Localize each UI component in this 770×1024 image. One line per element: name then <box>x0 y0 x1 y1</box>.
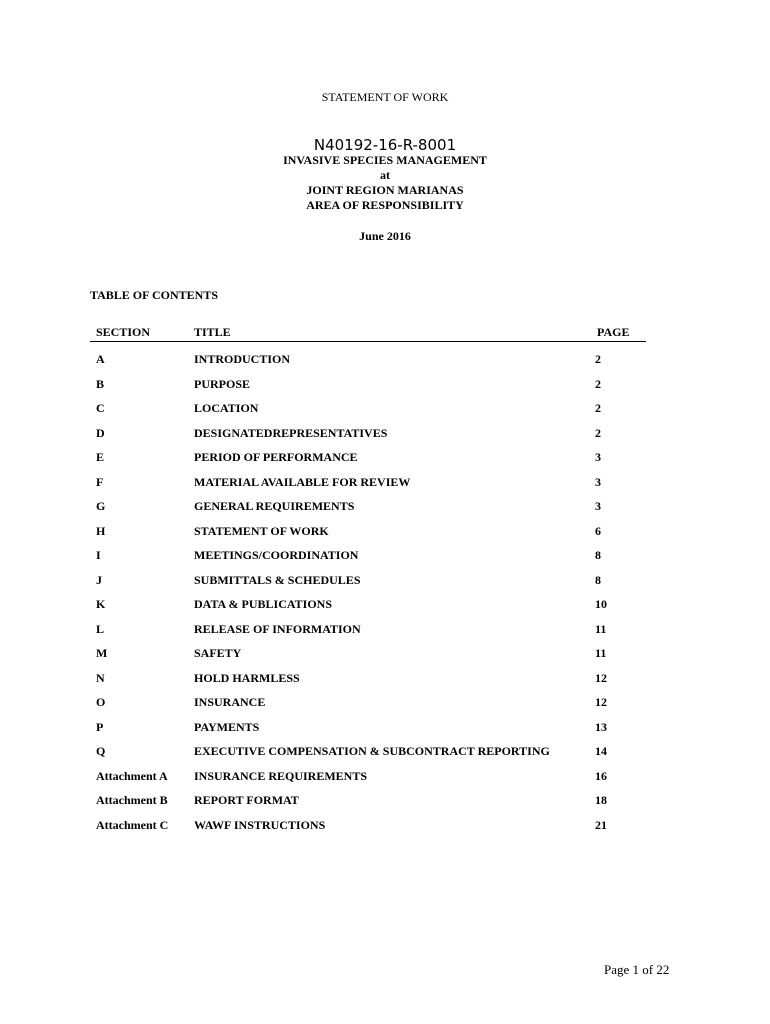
toc-row <box>0 475 770 495</box>
toc-page: 2 <box>595 425 601 440</box>
toc-column-page: PAGE <box>597 325 630 339</box>
toc-row <box>0 426 770 446</box>
toc-row <box>0 744 770 764</box>
toc-title: HOLD HARMLESS <box>194 670 300 685</box>
toc-section: C <box>96 401 105 415</box>
toc-page: 11 <box>595 621 607 636</box>
toc-section: J <box>96 572 102 587</box>
toc-section: Attachment A <box>96 768 168 783</box>
toc-row <box>0 352 770 372</box>
toc-title: REPORT FORMAT <box>194 793 299 807</box>
toc-title: PERIOD OF PERFORMANCE <box>194 450 358 464</box>
toc-row <box>0 646 770 666</box>
toc-page: 3 <box>595 450 601 464</box>
toc-row <box>0 720 770 740</box>
subtitle-line: AREA OF RESPONSIBILITY <box>306 198 464 212</box>
subtitle-line: at <box>380 168 390 182</box>
toc-title: MATERIAL AVAILABLE FOR REVIEW <box>194 474 411 489</box>
toc-section: L <box>96 621 105 636</box>
toc-row <box>0 671 770 691</box>
toc-title: SAFETY <box>194 646 242 660</box>
toc-column-title: TITLE <box>194 325 231 339</box>
toc-section: D <box>96 425 105 440</box>
toc-title: GENERAL REQUIREMENTS <box>194 499 355 513</box>
toc-title: DESIGNATEDREPRESENTATIVES <box>194 425 388 440</box>
toc-row <box>0 548 770 568</box>
toc-page: 3 <box>595 474 601 489</box>
toc-row <box>0 597 770 617</box>
toc-section: P <box>96 719 104 734</box>
toc-page: 13 <box>595 719 607 734</box>
toc-page: 10 <box>595 597 607 611</box>
subtitle-line: JOINT REGION MARIANAS <box>306 183 464 197</box>
toc-title: EXECUTIVE COMPENSATION & SUBCONTRACT REPORTING <box>194 744 550 758</box>
toc-row <box>0 524 770 544</box>
toc-section: H <box>96 523 106 538</box>
toc-page: 18 <box>595 793 607 807</box>
toc-section: I <box>96 548 101 562</box>
toc-section: O <box>96 695 106 709</box>
toc-section: B <box>96 376 105 391</box>
toc-row <box>0 793 770 813</box>
toc-section: E <box>96 450 105 464</box>
toc-row <box>0 377 770 397</box>
toc-row <box>0 818 770 838</box>
toc-page: 2 <box>595 401 601 415</box>
toc-column-section: SECTION <box>96 325 151 339</box>
toc-title: STATEMENT OF WORK <box>194 523 329 538</box>
toc-section: Attachment B <box>96 793 168 807</box>
document-label: STATEMENT OF WORK <box>321 90 449 104</box>
toc-page: 11 <box>595 646 607 660</box>
toc-title: INTRODUCTION <box>194 352 291 366</box>
toc-row <box>0 499 770 519</box>
toc-title: WAWF INSTRUCTIONS <box>194 817 326 832</box>
toc-title: SUBMITTALS & SCHEDULES <box>194 572 361 587</box>
toc-row <box>0 622 770 642</box>
toc-page: 6 <box>595 523 601 538</box>
toc-section: Q <box>96 744 106 758</box>
toc-page: 2 <box>595 376 601 391</box>
toc-row <box>0 450 770 470</box>
toc-row <box>0 769 770 789</box>
toc-page: 16 <box>595 768 607 783</box>
toc-section: M <box>96 646 108 660</box>
toc-title: PURPOSE <box>194 376 251 391</box>
toc-page: 21 <box>595 817 607 832</box>
toc-title: INSURANCE REQUIREMENTS <box>194 768 368 783</box>
toc-section: K <box>96 597 106 611</box>
toc-section: F <box>96 474 104 489</box>
toc-page: 8 <box>595 548 601 562</box>
toc-row <box>0 573 770 593</box>
toc-page: 2 <box>595 352 601 366</box>
toc-section: Attachment C <box>96 817 169 832</box>
toc-page: 12 <box>595 670 607 685</box>
toc-header-rule <box>90 341 646 342</box>
toc-page: 14 <box>595 744 607 758</box>
subtitle-line: INVASIVE SPECIES MANAGEMENT <box>283 153 487 167</box>
toc-section: N <box>96 670 105 685</box>
toc-title: DATA & PUBLICATIONS <box>194 597 333 611</box>
toc-title: LOCATION <box>194 401 259 415</box>
solicitation-number: N40192-16-R-8001 <box>313 136 457 154</box>
toc-heading: TABLE OF CONTENTS <box>90 288 219 302</box>
toc-page: 12 <box>595 695 607 709</box>
toc-section: G <box>96 499 106 513</box>
toc-title: PAYMENTS <box>194 719 260 734</box>
page-number: Page 1 of 22 <box>604 962 670 977</box>
toc-row <box>0 401 770 421</box>
toc-title: RELEASE OF INFORMATION <box>194 621 361 636</box>
toc-section: A <box>96 352 105 366</box>
toc-page: 8 <box>595 572 601 587</box>
toc-title: INSURANCE <box>194 695 266 709</box>
toc-title: MEETINGS/COORDINATION <box>194 548 359 562</box>
document-date: June 2016 <box>359 229 411 243</box>
toc-row <box>0 695 770 715</box>
toc-page: 3 <box>595 499 601 513</box>
